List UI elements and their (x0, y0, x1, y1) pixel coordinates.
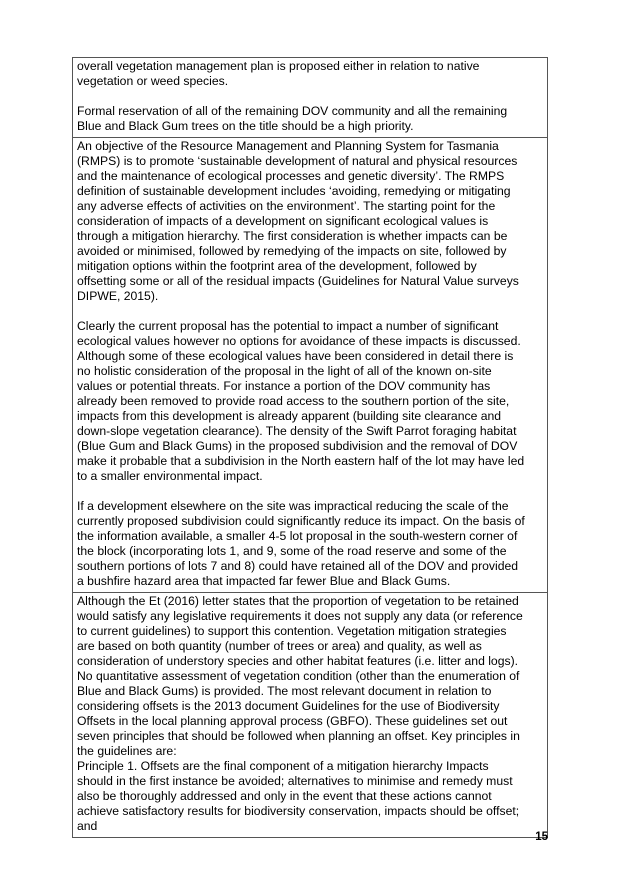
page-number: 15 (535, 831, 548, 843)
paragraph: Formal reservation of all of the remaining DOV community and all the remaining Blue and Black Gum trees on the title should be a high priority. (77, 104, 508, 133)
content-table (72, 57, 548, 838)
paragraph: Although the Et (2016) letter states that the proportion of vegetation to be retained would satisfy any legislative requirements it does not supply any data (or reference to current guidelines) to support this contention. Vegetation mitigation strategies are based on both quantity (number of trees or area) and quality, as well as consideration of understory species and other habitat features (i.e. litter and logs). No quantitative assessment of vegetation condition (other than the enumeration of Blue and Black Gums) is provided. The most relevant document in relation to considering offsets is the 2013 document Guidelines for the use of Biodiversity Offsets in the local planning approval process (GBFO). These guidelines set out seven principles that should be followed when planning an offset. Key principles in the guidelines are: (77, 594, 523, 758)
paragraph: If a development elsewhere on the site was impractical reducing the scale of the currently proposed subdivision could significantly reduce its impact. On the basis of the information available, a smaller 4-5 lot proposal in the south-western corner of the block (incorporating lots 1, and 9, some of the road reserve and some of the southern portions of lots 7 and 8) could have retained all of the DOV and provided a bushfire hazard area that impacted far fewer Blue and Black Gums. (77, 499, 525, 588)
table-row (72, 592, 548, 838)
paragraph: Clearly the current proposal has the potential to impact a number of significant ecological values however no options for avoidance of these impacts is discussed. Although some of these ecological values have been considered in detail there is no holistic consideration of the proposal in the light of all of the known on-site values or potential threats. For instance a portion of the DOV community has already been removed to provide road access to the southern portion of the site, impacts from this development is already apparent (building site clearance and down-slope vegetation clearance). The density of the Swift Parrot foraging habitat (Blue Gum and Black Gums) in the proposed subdivision and the removal of DOV make it probable that a subdivision in the North eastern half of the lot may have led to a smaller environmental impact. (77, 319, 525, 483)
paragraph: overall vegetation management plan is proposed either in relation to native vegetation or weed species. (77, 59, 480, 88)
table-row (72, 57, 548, 137)
paragraph: An objective of the Resource Management and Planning System for Tasmania (RMPS) is to promote ‘sustainable development of natural and physical resources and the maintenance of ecological processes and genetic diversity’. The RMPS definition of sustainable development includes ‘avoiding, remedying or mitigating any adverse effects of activities on the environment’. The starting point for the consideration of impacts of a development on significant ecological values is through a mitigation hierarchy. The first consideration is whether impacts can be avoided or minimised, followed by remedying of the impacts on site, followed by mitigation options within the footprint area of the development, followed by offsetting some or all of the residual impacts (Guidelines for Natural Value surveys DIPWE, 2015). (77, 139, 519, 303)
table-row (72, 137, 548, 592)
paragraph: Principle 1. Offsets are the final component of a mitigation hierarchy Impacts should in the first instance be avoided; alternatives to minimise and remedy must also be thoroughly addressed and only in the event that these actions cannot achieve satisfactory results for biodiversity conservation, impacts should be offset; and (77, 759, 520, 833)
